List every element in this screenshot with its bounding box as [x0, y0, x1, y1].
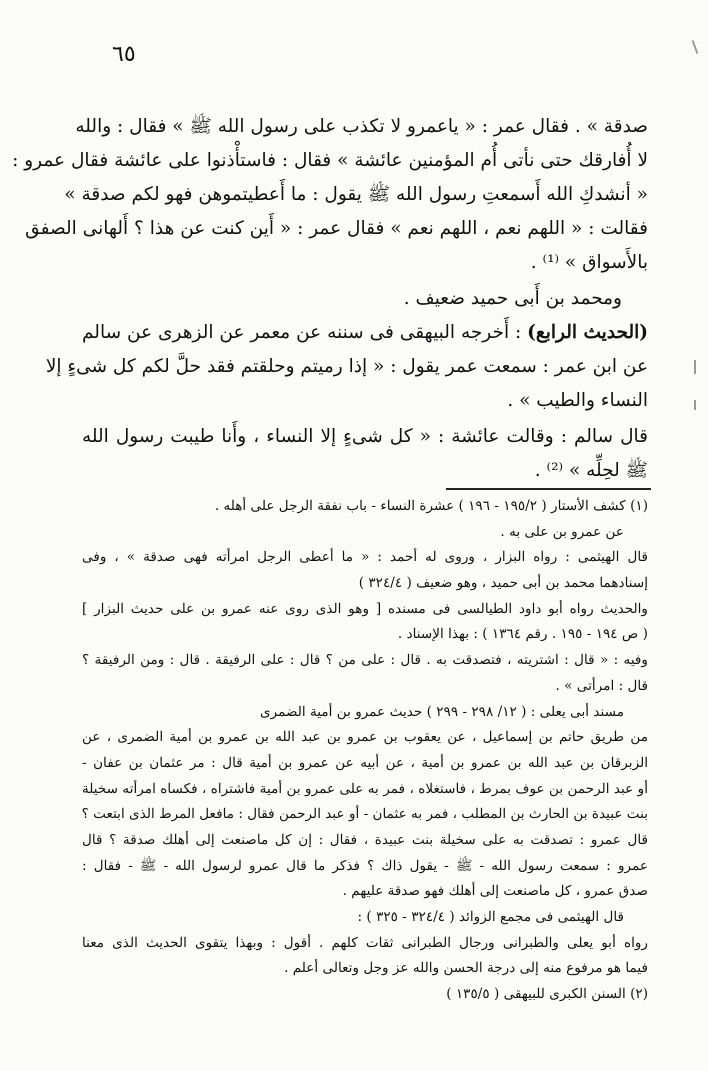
footnotes [82, 494, 648, 1008]
main-line-hadith-four [82, 316, 648, 350]
footnote-line: قال الهيثمى فى مجمع الزوائد ( ٣٢٤/٤ - ٣٢٥ ) : [357, 909, 624, 925]
main-line: فقالت : « اللهم نعم ، اللهم نعم » فقال عمر : « أَين كنت عن هذا ؟ أَلهانى الصفق [25, 218, 648, 239]
footnote-line: من طريق حاتم بن إسماعيل ، عن يعقوب بن عمرو بن عبد الله بن عمرو بن أمية الضمرى ، عن [82, 729, 648, 746]
main-line: النساء والطيب » . [507, 390, 648, 411]
footnote-line: عمرو : سمعت رسول الله - ﷺ - يقول ذاك ؟ فذكر ما قال عمرو لرسول الله - ﷺ - فقال : [82, 857, 648, 874]
page-number: ٦٥ [112, 42, 136, 67]
main-line: « أنشدكِ الله أَسمعتِ رسول الله ﷺ يقول : ما أَعطيتموهن فهو لكم صدقة » [64, 184, 648, 205]
footnote-line: فيما هو مرفوع منه إلى درجة الحسن والله عز وجل وتعالى أعلم . [284, 960, 648, 977]
main-line: صدقة » . فقال عمر : « ياعمرو لا تكذب على رسول الله ﷺ » فقال : والله [75, 116, 648, 137]
main-line: ﷺ لحِلِّه » ⁽²⁾ . [534, 460, 648, 481]
footnote-line: وفيه : « قال : اشتريته ، فتصدقت به . قال : على من ؟ قال : على الرفيقة . قال : ومن الرفيقة ؟ [82, 652, 648, 669]
margin-mark [694, 400, 696, 410]
footnote-line: قال عمرو : تصدقت به على سخيلة بنت عبيدة ، فقال : إن كل ماصنعت إلى أهلك صدقة ؟ قال [82, 831, 648, 848]
main-line: لا أُفارقك حتى نأتى أُم المؤمنين عائشة » فقال : فاستأْذنوا على عائشة فقال عمرو : [12, 150, 648, 171]
main-line: ومحمد بن أَبى حميد ضعيف . [403, 288, 622, 309]
margin-mark [694, 360, 696, 374]
footnote-line: (٢) السنن الكبرى للبيهقى ( ١٣٥/٥ ) [446, 986, 648, 1003]
footnote-line: مسند أبى يعلى : ( ١٢/ ٢٩٨ - ٢٩٩ ) حديث عمرو بن أمية الضمرى [259, 703, 624, 720]
footnote-line: والحديث رواه أبو داود الطيالسى فى مسنده [ وهو الذى روى عنه عمرو بن على حديث البزار ] [82, 600, 648, 617]
hadith-heading-rest: : أَخرجه البيهقى فى سننه عن معمر عن الزهرى عن سالم [82, 322, 528, 343]
footnote-line: إسنادهما محمد بن أبى حميد ، وهو ضعيف ( ٣٢٤/٤ ) [358, 575, 648, 592]
main-line: عن ابن عمر : سمعت عمر يقول : « إذا رميتم وحلقتم فقد حلَّ لكم كل شىءٍ إلا [45, 356, 648, 377]
footnote-rule [446, 488, 651, 490]
footnote-line: قال الهيثمى : رواه البزار ، وروى له أحمد : « ما أعطى الرجل امرأته فهى صدقة » ، وفى [82, 549, 648, 566]
footnote-line: رواه أبو يعلى والطبرانى ورجال الطبرانى ثقات كلهم . أقول : وبهذا يتقوى الحديث الذى معنا [82, 934, 648, 951]
footnote-line: صدق عمرو ، كل ماصنعت إلى أهلك فهو صدقة عليهم . [342, 883, 648, 900]
footnote-line: (١) كشف الأستار ( ١٩٥/٢ - ١٩٦ ) عشرة النساء - باب نفقة الرجل على أهله . [214, 498, 648, 514]
footnote-line: أو عبد الرحمن بن عوف بمرط ، فاستغلاه ، فمر به على عمرو بن أمية فاشتراه ، فكساه امرأته سخيلة [82, 780, 648, 797]
footnote-line: عن عمرو بن على به . [500, 523, 624, 540]
footnote-line: بنت عبيدة بن الحارث بن المطلب ، فمر به عثمان - أو عبد الرحمن فقال : مافعل المرط الذى ابتعت ؟ [81, 806, 648, 823]
footnote-line: ( ص ١٩٤ - ١٩٥ . رقم ١٣٦٤ ) : بهذا الإسناد . [397, 626, 648, 643]
margin-mark [692, 40, 699, 54]
main-text [12, 110, 648, 488]
main-line: بالأَسواق » ⁽¹⁾ . [530, 252, 648, 273]
footnote-line: قال : امرأتى » . [555, 677, 648, 694]
main-line: قال سالم : وقالت عائشة : « كل شىءٍ إلا النساء ، وأَنا طيبت رسول الله [82, 426, 648, 447]
hadith-heading: (الحديث الرابع) [527, 322, 648, 343]
footnote-line: الزبرقان بن عبد الله بن عمرو بن أمية ، عن أبيه عن عمرو بن أمية قال : مر عثمان بن عفان - [82, 754, 648, 771]
